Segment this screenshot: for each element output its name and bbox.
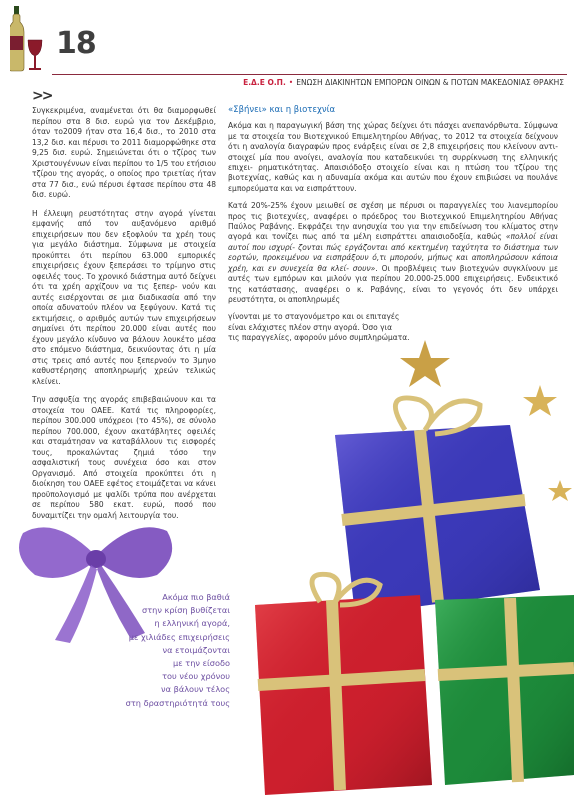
header-bullet: • [288, 78, 294, 87]
left-paragraph: Συγκεκριμένα, αναμένεται ότι θα διαμορφωθεί περίπου στα 8 δισ. ευρώ για τον Δεκέμβριο, όταν το2009 ήταν στα 16,4 δισ., το 2010 στα 13,2 δισ. και πέρυσι το 2011 διαμορφώθηκε στα 9,25 δισ. ευρώ. Σημειώνεται ότι ο τζίρος των Χριστουγέννων είναι περίπου το 1/5 του ετήσιου τζίρου της αγοράς, ο οποίος προ τριετίας ήταν στα 77 δισ., ενώ πέρυσι έφτασε περίπου στα 48 δισ. ευρώ. [32, 106, 217, 199]
quote-line: με την είσοδο [173, 658, 230, 669]
wine-bottle-glass-icon [10, 6, 46, 74]
section-heading: «Σβήνει» και η βιοτεχνία [228, 105, 336, 115]
right-paragraph [228, 201, 558, 305]
header-rule [52, 74, 567, 75]
left-paragraph: Την ασφυξία της αγοράς επιβεβαιώνουν και τα στοιχεία του ΟΑΕΕ. Κατά τις πληροφορίες, περίπου 300.000 υπόχρεοι (το 45%), σε σύνολο περίπου 700.000, έχουν ακατάβλητες οφειλές και σταμάτησαν να καταβάλλουν τις εισφορές τους, προκαλώντας ζημιά τόσο την ασφαλιστική τους συνέχεια όσο και στον Οργανισμό. Από στοιχεία προκύπτει ότι η διοίκηση του ΟΑΕΕ εφέτος ετοιμάζεται να κάνει προϋπολογισμό με ψαλίδι τρύπα που ανέρχεται σε περίπου 580 εκατ. ευρώ, ποσό που δυναμιτίζει την ομαλή λειτουργία του. [32, 395, 216, 520]
quote-line: Ακόμα πιο βαθιά [162, 592, 230, 602]
right-paragraph-text: Κατά 20%-25% έχουν μειωθεί σε σχέση με πέρυσι οι παραγγελίες του λιανεμπορίου προς τις βιοτεχνίες, αναφέρει ο πρόεδρος του Βιοτεχνικού Επιμελητηρίου Αθήνας Παύλος Ραβάνης. Εκφράζει την ανησυχία του για την επιδείνωση του κλίματος στην αγορά και τονίζει πως από τα μέλη εισπράττει απαισιοδοξία, καθώς [228, 201, 558, 242]
right-paragraph-quote: «πολλοί είναι αυτοί που ισχυρί- ζονται πώς εργάζονται από κεκτημένη ταχύτητα το διάστημα των εορτών, προκειμένου να εισπράξουν ό,τι μπορούν, μήπως και αποπληρώσουν κάποια χρέη, και εν συνεχεία θα κλεί- σουν» [228, 232, 558, 273]
left-column [32, 106, 216, 529]
quote-line: η ελληνική αγορά, [154, 618, 230, 629]
quote-line: να βάλουν τέλος [161, 684, 230, 695]
quote-line: με χιλιάδες επιχειρήσεις [128, 631, 230, 642]
quote-line: να ετοιμάζονται [162, 644, 230, 655]
quote-line: στην κρίση βυθίζεται [142, 605, 230, 616]
running-header [243, 78, 564, 87]
left-paragraph: Η έλλειψη ρευστότητας στην αγορά γίνεται εμφανής από τον αυξανόμενο αριθμό επιχειρήσεων που δεν εξοφλούν τα χρέη τους για μεγάλο διάστημα. Σύμφωνα με στοιχεία προκύπτει ότι περίπου 63.000 εμπορικές επιχειρήσεις έχουν ξεπεράσει το τρίμηνο στις οφειλές τους. Το χρονικό διάστημα αυτό δείχνει ότι τα χρέη αρχίζουν να τις ξεπερ- νούν και αυτές εισέρχονται σε μια διαδικασία από την οποία αδυνατούν πλέον να ξεφύγουν. Κατά τις εκτιμήσεις, ο αριθμός αυτών των επιχειρήσεων σημαίνει ότι περίπου 20.000 είναι αυτές που έχουν μεγάλο κίνδυνο να βάλουν λουκέτο μέσα στο επόμενο διάστημα, δεικνύοντας ότι η μία στις τρεις από αυτές που ξεπερνούν το 3μηνο καθυστέρησης αποπληρωμής χρεών τελικώς κλείνει. [32, 208, 216, 386]
star-icon [548, 480, 572, 501]
star-icon [523, 385, 557, 416]
right-line: τις παραγγελίες, αφορούν μόνο συμπληρώματα. [228, 333, 410, 343]
gift-boxes-illustration [220, 330, 574, 800]
star-icon [400, 340, 450, 387]
right-column [228, 105, 558, 344]
pull-quote [60, 591, 230, 710]
right-line: είναι ελάχιστες πλέον στην αγορά. Όσο για [228, 322, 393, 332]
page-number: 18 [56, 26, 96, 61]
header-subtitle: ΕΝΩΣΗ ΔΙΑΚΙΝΗΤΩΝ ΕΜΠΟΡΩΝ ΟΙΝΩΝ & ΠΟΤΩΝ ΜΑΚΕΔΟΝΙΑΣ ΘΡΑΚΗΣ [296, 78, 564, 87]
header-org: Ε.Δ.Ε Ο.Π. [243, 78, 286, 87]
quote-line: στη δραστηριότητά τους [125, 697, 230, 708]
right-paragraph-text: . Οι προβλέψεις των βιοτεχνών συγκλίνουν με αυτές των εμπόρων και μιλούν για περίπου 20.000-25.000 επιχειρήσεις. Ενδεικτικό της κατάστασης, αναφέρει ο κ. Ραβάνης, είναι το γεγονός ότι δεν υπάρχει ρευστότητα, οι αποπληρωμές [228, 263, 559, 304]
right-line: γίνονται με το σταγονόμετρο και οι επιταγές [228, 312, 400, 322]
section-chevrons: >> [32, 88, 52, 104]
right-paragraph: Ακόμα και η παραγωγική βάση της χώρας δείχνει ότι πάσχει ανεπανόρθωτα. Σύμφωνα με τα στοιχεία του Βιοτεχνικού Επιμελητηρίου Αθήνας, το 2012 τα στοιχεία δείχνουν ότι η αναλογία διαγραφών προς ενάρξεις είναι σε 2,8 επιχειρήσεις που κλείνουν αντι- στοιχεί μία που ανοίγει, αναλογία που καταδεικνύει τη συρρίκνωση της ελληνικής επιχει- ρηματικότητας. Απαισιόδοξο στοιχείο είναι και η πτώση του τζίρου της βιοτεχνίας, καθώς και η αδυναμία ακόμα και αυτών που έχουν επιβιώσει να πουλάνε εμπορεύματα και να εισπράττουν. [228, 121, 558, 193]
quote-line: του νέου χρόνου [162, 671, 230, 682]
